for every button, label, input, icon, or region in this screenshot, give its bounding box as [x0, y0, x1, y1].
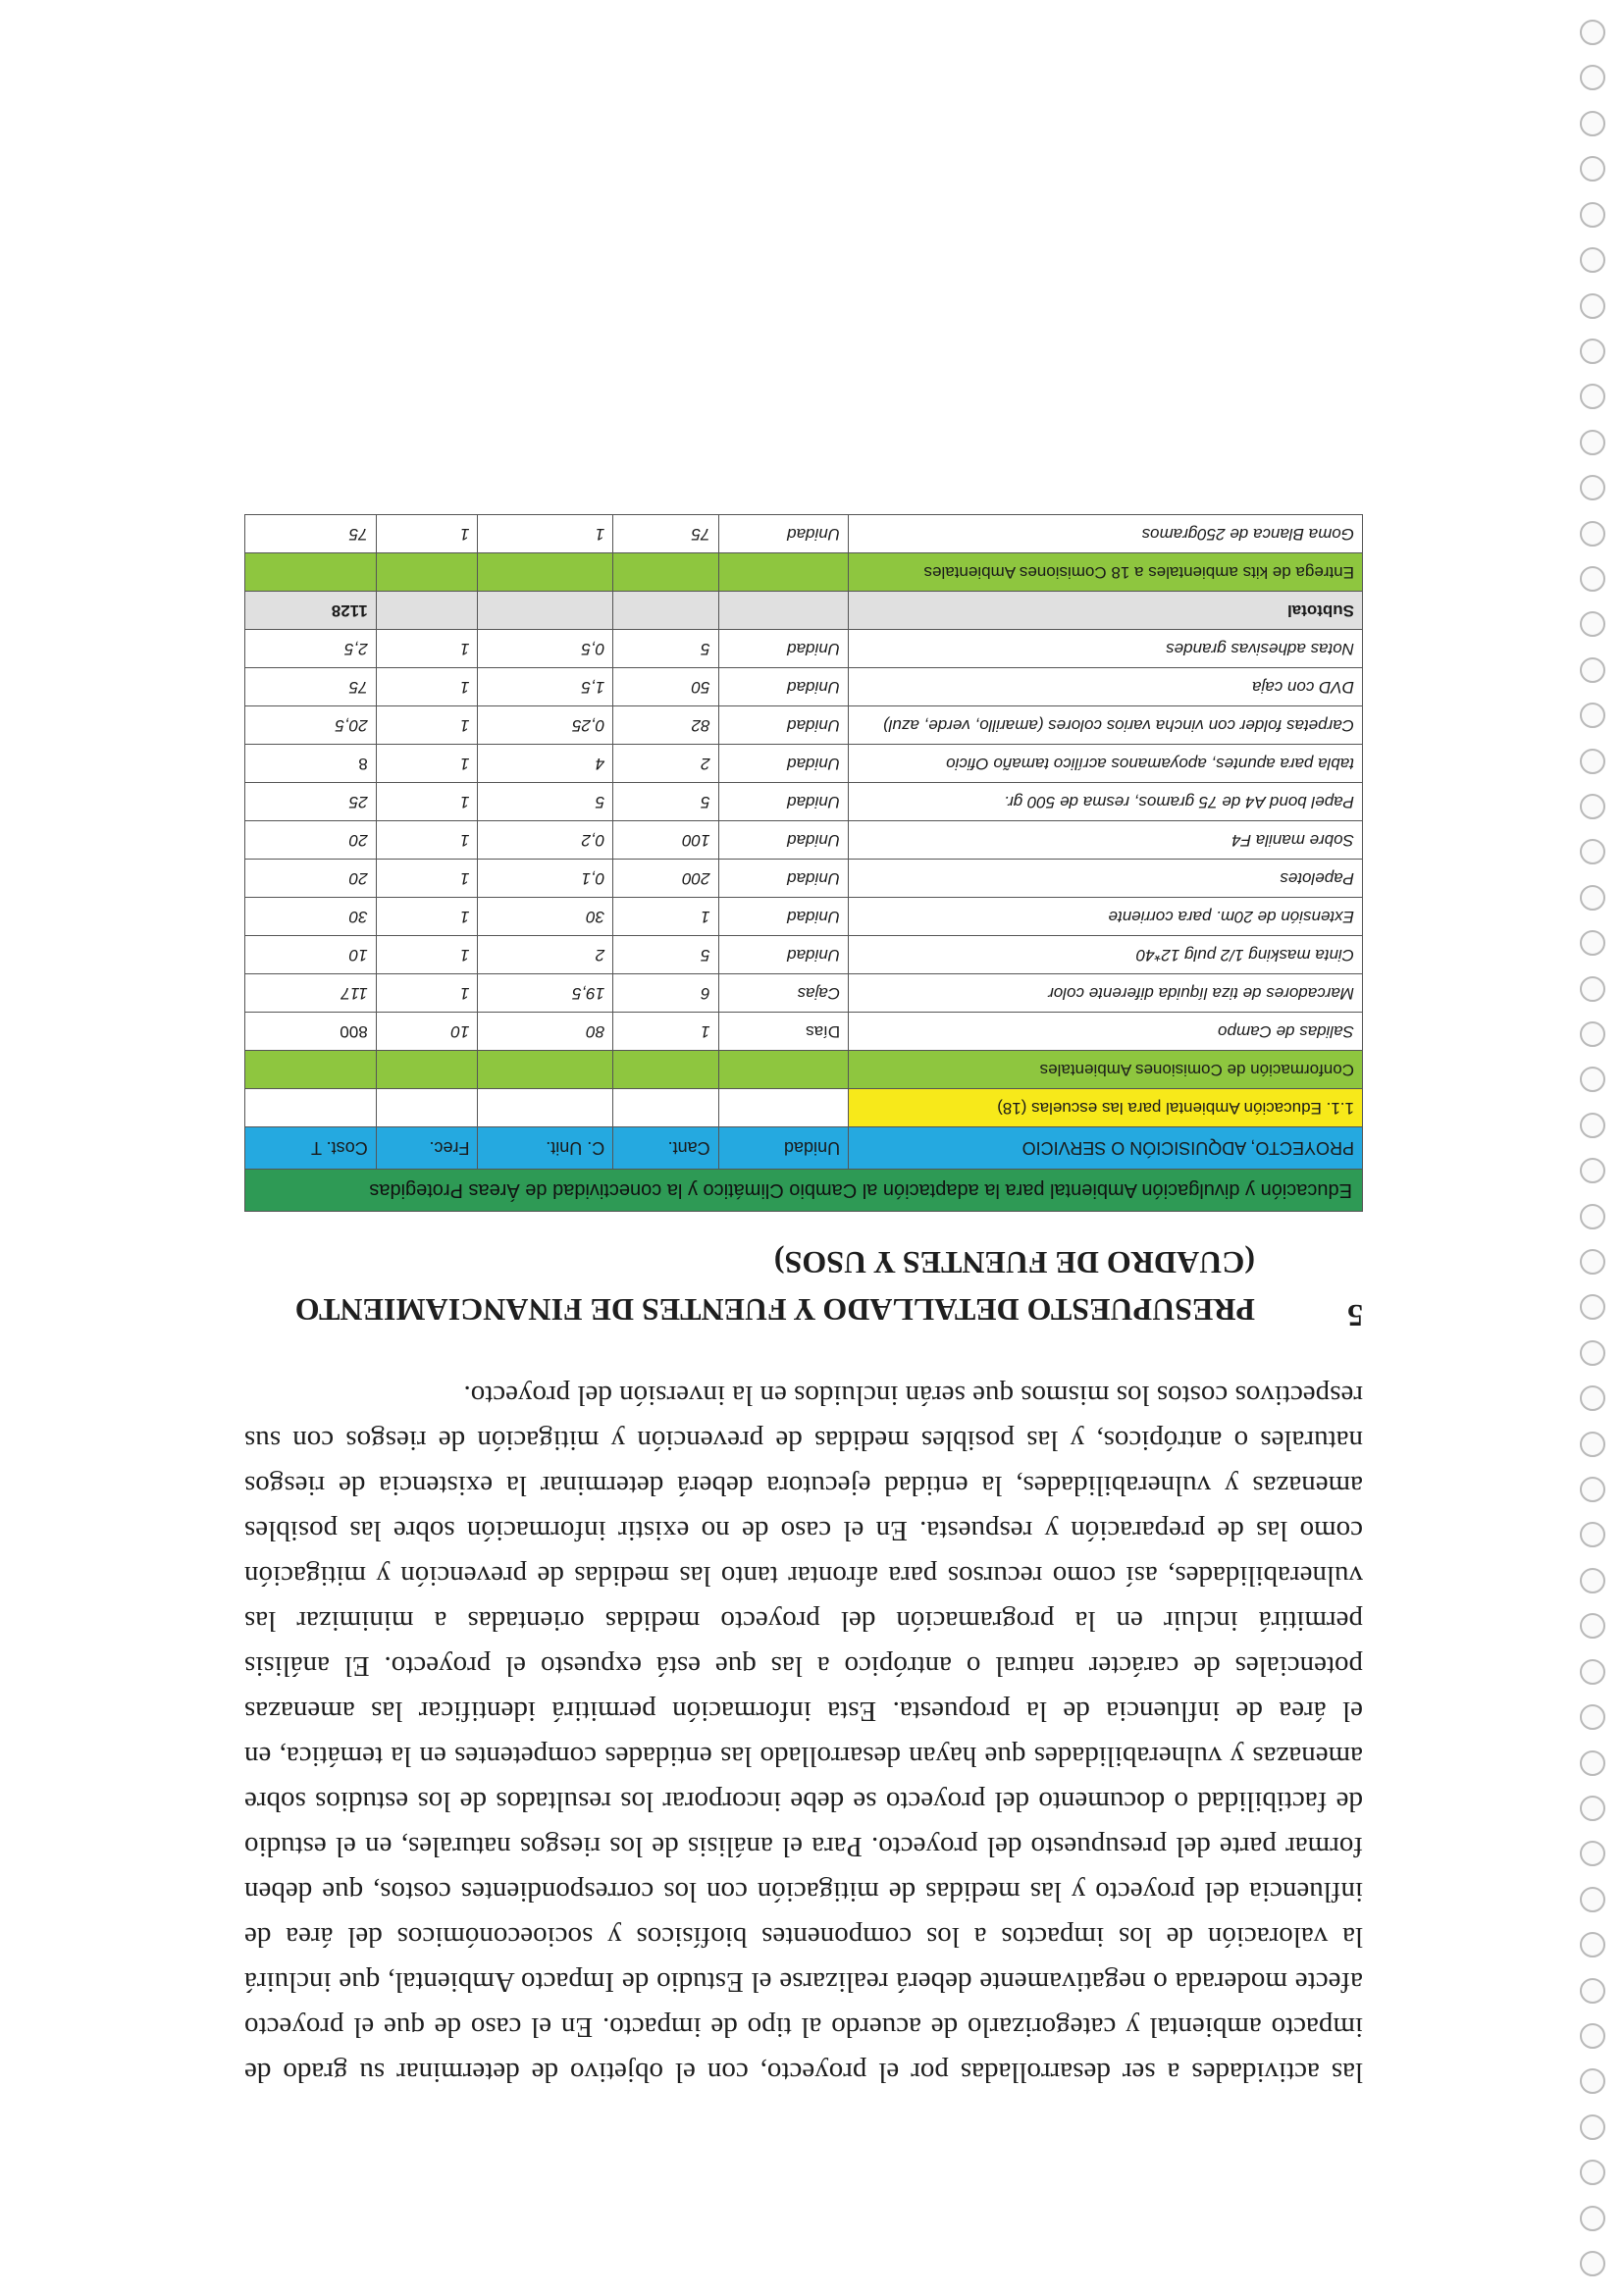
freq-cell: 1 — [376, 860, 478, 898]
item-cell: DVD con caja — [849, 668, 1363, 706]
qty-cell: 2 — [613, 745, 718, 783]
binding-hole — [1580, 657, 1605, 683]
binding-hole — [1580, 1887, 1605, 1912]
binding-hole — [1580, 611, 1605, 637]
empty-cell — [478, 592, 613, 630]
table-row — [245, 706, 1363, 745]
unit-cell: Unidad — [718, 821, 848, 860]
binding-hole — [1580, 566, 1605, 592]
binding-hole — [1580, 1932, 1605, 1957]
table-title: Educación y divulgación Ambiental para la adaptación al Cambio Climático y la conectividad de Áreas Protegidas — [245, 1170, 1363, 1212]
empty-cell — [245, 553, 377, 592]
binding-hole — [1580, 976, 1605, 1002]
qty-cell: 100 — [613, 821, 718, 860]
price-cell: 0,25 — [478, 706, 613, 745]
binding-hole — [1580, 156, 1605, 182]
binding-hole — [1580, 1613, 1605, 1639]
binding-hole — [1580, 1477, 1605, 1502]
binding-hole — [1580, 703, 1605, 728]
binding-hole — [1580, 1704, 1605, 1730]
subtotal-label: Subtotal — [849, 592, 1363, 630]
binding-hole — [1580, 1021, 1605, 1047]
table-row — [245, 898, 1363, 936]
freq-cell: 10 — [376, 1013, 478, 1051]
freq-cell: 1 — [376, 898, 478, 936]
unit-cell: Unidad — [718, 668, 848, 706]
unit-cell: Cajas — [718, 974, 848, 1013]
unit-cell: Unidad — [718, 898, 848, 936]
total-cell: 20 — [245, 860, 377, 898]
binding-hole — [1580, 885, 1605, 911]
empty-cell — [478, 1089, 613, 1127]
binding-hole — [1580, 2114, 1605, 2140]
table-title-row — [245, 1170, 1363, 1212]
section-title: PRESUPUESTO DETALLADO Y FUENTES DE FINANCIAMIENTO (CUADRO DE FUENTES Y USOS) — [294, 1245, 1255, 1328]
category-label: 1.1. Educación Ambiental para las escuelas (18) — [849, 1089, 1363, 1127]
qty-cell: 5 — [613, 783, 718, 821]
subtotal-value: 1128 — [245, 592, 377, 630]
binding-hole — [1580, 930, 1605, 956]
table-row — [245, 974, 1363, 1013]
qty-cell: 5 — [613, 936, 718, 974]
table-row — [245, 745, 1363, 783]
binding-hole — [1580, 202, 1605, 228]
qty-cell: 82 — [613, 706, 718, 745]
freq-cell: 1 — [376, 974, 478, 1013]
header-unit: Unidad — [718, 1127, 848, 1170]
price-cell: 0,1 — [478, 860, 613, 898]
binding-hole — [1580, 111, 1605, 136]
binding-hole — [1580, 1067, 1605, 1092]
total-cell: 10 — [245, 936, 377, 974]
qty-cell: 1 — [613, 1013, 718, 1051]
qty-cell: 50 — [613, 668, 718, 706]
unit-cell: Unidad — [718, 860, 848, 898]
total-cell: 75 — [245, 668, 377, 706]
binding-hole — [1580, 1750, 1605, 1776]
binding-hole — [1580, 384, 1605, 409]
binding-hole — [1580, 794, 1605, 819]
total-cell: 2,5 — [245, 630, 377, 668]
freq-cell: 1 — [376, 936, 478, 974]
total-cell: 800 — [245, 1013, 377, 1051]
binding-hole — [1580, 1841, 1605, 1866]
empty-cell — [245, 1089, 377, 1127]
empty-cell — [718, 592, 848, 630]
empty-cell — [613, 592, 718, 630]
item-cell: Sobre manila F4 — [849, 821, 1363, 860]
binding-hole — [1580, 1796, 1605, 1821]
unit-cell: Días — [718, 1013, 848, 1051]
binding-hole — [1580, 1978, 1605, 2004]
item-cell: Papelotes — [849, 860, 1363, 898]
item-cell: Notas adhesivas grandes — [849, 630, 1363, 668]
item-cell: Carpetas folder con vincha varios colores (amarillo, verde, azul) — [849, 706, 1363, 745]
section-number: 5 — [1347, 1298, 1363, 1333]
price-cell: 30 — [478, 898, 613, 936]
empty-cell — [613, 553, 718, 592]
binding-hole — [1580, 1294, 1605, 1320]
category-row — [245, 1089, 1363, 1127]
empty-cell — [376, 1051, 478, 1089]
binding-hole — [1580, 1249, 1605, 1275]
category-row — [245, 1051, 1363, 1089]
binding-hole — [1580, 475, 1605, 500]
section-heading — [244, 1239, 1363, 1333]
total-cell: 20 — [245, 821, 377, 860]
category-label: Entrega de kits ambientales a 18 Comisiones Ambientales — [849, 553, 1363, 592]
price-cell: 1,5 — [478, 668, 613, 706]
freq-cell: 1 — [376, 706, 478, 745]
binding-hole — [1580, 1158, 1605, 1183]
empty-cell — [718, 553, 848, 592]
item-cell: tabla para apuntes, apoyamanos acrílico tamaño Oficio — [849, 745, 1363, 783]
binding-hole — [1580, 839, 1605, 864]
price-cell: 1 — [478, 515, 613, 553]
spiral-binding — [1566, 20, 1605, 2276]
category-label: Conformación de Comisiones Ambientales — [849, 1051, 1363, 1089]
table-row — [245, 821, 1363, 860]
qty-cell: 6 — [613, 974, 718, 1013]
header-item: PROYECTO, ADQUISICIÓN O SERVICIO — [849, 1127, 1363, 1170]
binding-hole — [1580, 1523, 1605, 1548]
freq-cell: 1 — [376, 783, 478, 821]
empty-cell — [613, 1089, 718, 1127]
binding-hole — [1580, 247, 1605, 273]
binding-hole — [1580, 2160, 1605, 2185]
binding-hole — [1580, 1432, 1605, 1457]
budget-table — [244, 514, 1363, 1212]
binding-hole — [1580, 2251, 1605, 2276]
item-cell: Goma Blanca de 250gramos — [849, 515, 1363, 553]
empty-cell — [613, 1051, 718, 1089]
binding-hole — [1580, 749, 1605, 774]
price-cell: 19,5 — [478, 974, 613, 1013]
binding-hole — [1580, 1385, 1605, 1411]
table-header-row — [245, 1127, 1363, 1170]
qty-cell: 5 — [613, 630, 718, 668]
table-row — [245, 1013, 1363, 1051]
table-row — [245, 630, 1363, 668]
header-unit-cost: C. Unit. — [478, 1127, 613, 1170]
item-cell: Extensión de 20m. para corriente — [849, 898, 1363, 936]
total-cell: 25 — [245, 783, 377, 821]
unit-cell: Unidad — [718, 515, 848, 553]
binding-hole — [1580, 1204, 1605, 1229]
empty-cell — [376, 553, 478, 592]
total-cell: 8 — [245, 745, 377, 783]
unit-cell: Unidad — [718, 630, 848, 668]
binding-hole — [1580, 1113, 1605, 1138]
price-cell: 80 — [478, 1013, 613, 1051]
total-cell: 20,5 — [245, 706, 377, 745]
unit-cell: Unidad — [718, 706, 848, 745]
category-row — [245, 553, 1363, 592]
item-cell: Salidas de Campo — [849, 1013, 1363, 1051]
header-freq: Frec. — [376, 1127, 478, 1170]
table-row — [245, 668, 1363, 706]
price-cell: 0,5 — [478, 630, 613, 668]
unit-cell: Unidad — [718, 783, 848, 821]
table-row — [245, 515, 1363, 553]
binding-hole — [1580, 339, 1605, 364]
binding-hole — [1580, 66, 1605, 91]
page-content — [244, 514, 1363, 2095]
price-cell: 5 — [478, 783, 613, 821]
freq-cell: 1 — [376, 745, 478, 783]
binding-hole — [1580, 2023, 1605, 2049]
freq-cell: 1 — [376, 515, 478, 553]
unit-cell: Unidad — [718, 745, 848, 783]
total-cell: 30 — [245, 898, 377, 936]
empty-cell — [376, 1089, 478, 1127]
intro-paragraph: las actividades a ser desarrolladas por el proyecto, con el objetivo de determinar su grado de impacto ambiental y categorizarlo de acuerdo al tipo de impacto. En el caso de que el proyecto afecte moderada o negativamente deberá realizarse el Estudio de Impacto Ambiental, que incluirá la valoración de los impactos a los componentes biofísicos y socioeconómicos del área de influencia del proyecto y las medidas de mitigación con los correspondientes costos, que deben formar parte del presupuesto del proyecto. Para el análisis de los riesgos naturales, en el estudio de factibilidad o documento del proyecto se debe incorporar los resultados de los estudios sobre amenazas y vulnerabilidades que hayan desarrollado las entidades competentes en la temática, en el área de influencia de la propuesta. Esta información permitirá identificar las amenazas potenciales de carácter natural o antrópico a las que está expuesto el proyecto. El análisis permitirá incluir en la programación del proyecto medidas orientadas a minimizar las vulnerabilidades, así como recursos para afrontar tanto las medidas de prevención y mitigación como las de preparación y respuesta. En el caso de no existir información sobre las posibles amenazas y vulnerabilidades, la entidad ejecutora deberá determinar la existencia de riesgos naturales o antrópicos, y las posibles medidas de prevención y mitigación de riesgos con sus respectivos costos los mismos que serán incluidos en la inversión del proyecto. — [244, 1380, 1363, 2088]
total-cell: 117 — [245, 974, 377, 1013]
qty-cell: 200 — [613, 860, 718, 898]
empty-cell — [718, 1089, 848, 1127]
empty-cell — [718, 1051, 848, 1089]
binding-hole — [1580, 20, 1605, 45]
price-cell: 2 — [478, 936, 613, 974]
qty-cell: 75 — [613, 515, 718, 553]
subtotal-row — [245, 592, 1363, 630]
binding-hole — [1580, 2068, 1605, 2094]
empty-cell — [478, 553, 613, 592]
item-cell: Marcadores de tiza líquida diferente color — [849, 974, 1363, 1013]
binding-hole — [1580, 521, 1605, 547]
table-row — [245, 936, 1363, 974]
binding-hole — [1580, 1659, 1605, 1685]
item-cell: Papel bond A4 de 75 gramos, resma de 500 gr. — [849, 783, 1363, 821]
table-row — [245, 783, 1363, 821]
freq-cell: 1 — [376, 630, 478, 668]
binding-hole — [1580, 1568, 1605, 1593]
header-total: Cost. T — [245, 1127, 377, 1170]
binding-hole — [1580, 2206, 1605, 2231]
binding-hole — [1580, 1340, 1605, 1366]
price-cell: 0,2 — [478, 821, 613, 860]
freq-cell: 1 — [376, 668, 478, 706]
freq-cell: 1 — [376, 821, 478, 860]
qty-cell: 1 — [613, 898, 718, 936]
table-row — [245, 860, 1363, 898]
empty-cell — [245, 1051, 377, 1089]
total-cell: 75 — [245, 515, 377, 553]
binding-hole — [1580, 293, 1605, 319]
empty-cell — [376, 592, 478, 630]
price-cell: 4 — [478, 745, 613, 783]
header-qty: Cant. — [613, 1127, 718, 1170]
item-cell: Cinta masking 1/2 pulg 12*40 — [849, 936, 1363, 974]
unit-cell: Unidad — [718, 936, 848, 974]
binding-hole — [1580, 430, 1605, 455]
empty-cell — [478, 1051, 613, 1089]
